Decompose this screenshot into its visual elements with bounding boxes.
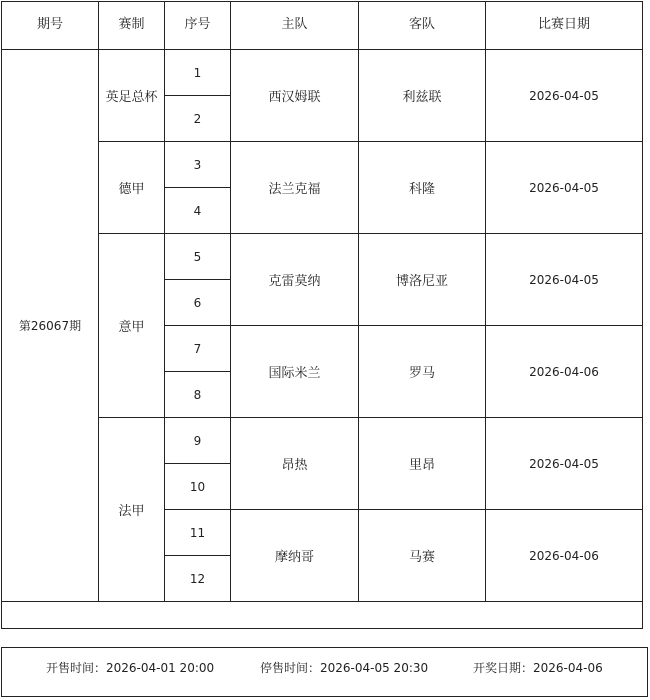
home-team-cell: 法兰克福 xyxy=(231,142,359,234)
league-cell: 德甲 xyxy=(99,142,165,234)
match-schedule-table xyxy=(1,1,643,629)
match-date-cell: 2026-04-05 xyxy=(486,418,643,510)
away-team-cell: 博洛尼亚 xyxy=(359,234,486,326)
header-home: 主队 xyxy=(231,2,359,50)
header-league: 赛制 xyxy=(99,2,165,50)
sale-info-footer xyxy=(1,647,648,697)
table-row xyxy=(2,418,643,464)
seq-cell: 3 xyxy=(165,142,231,188)
sale-stop-time: 停售时间：2026-04-05 20:30 xyxy=(260,661,429,675)
match-date-cell: 2026-04-05 xyxy=(486,50,643,142)
away-team-cell: 马赛 xyxy=(359,510,486,602)
period-cell: 第26067期 xyxy=(2,50,99,602)
match-date-cell: 2026-04-06 xyxy=(486,510,643,602)
header-period: 期号 xyxy=(2,2,99,50)
seq-cell: 1 xyxy=(165,50,231,96)
table-row xyxy=(2,50,643,96)
draw-date: 开奖日期：2026-04-06 xyxy=(473,661,603,675)
away-team-cell: 里昂 xyxy=(359,418,486,510)
away-team-cell: 罗马 xyxy=(359,326,486,418)
league-cell: 法甲 xyxy=(99,418,165,602)
seq-cell: 2 xyxy=(165,96,231,142)
seq-cell: 12 xyxy=(165,556,231,602)
blank-cell xyxy=(2,602,643,629)
home-team-cell: 摩纳哥 xyxy=(231,510,359,602)
header-date: 比赛日期 xyxy=(486,2,643,50)
home-team-cell: 西汉姆联 xyxy=(231,50,359,142)
blank-row xyxy=(2,602,643,629)
match-date-cell: 2026-04-05 xyxy=(486,234,643,326)
home-team-cell: 克雷莫纳 xyxy=(231,234,359,326)
seq-cell: 7 xyxy=(165,326,231,372)
header-seq: 序号 xyxy=(165,2,231,50)
league-cell: 意甲 xyxy=(99,234,165,418)
away-team-cell: 科隆 xyxy=(359,142,486,234)
seq-cell: 4 xyxy=(165,188,231,234)
league-cell: 英足总杯 xyxy=(99,50,165,142)
header-row xyxy=(2,2,643,50)
match-date-cell: 2026-04-06 xyxy=(486,326,643,418)
home-team-cell: 昂热 xyxy=(231,418,359,510)
seq-cell: 8 xyxy=(165,372,231,418)
seq-cell: 6 xyxy=(165,280,231,326)
seq-cell: 10 xyxy=(165,464,231,510)
sale-start-time: 开售时间：2026-04-01 20:00 xyxy=(46,661,215,675)
table-row xyxy=(2,142,643,188)
seq-cell: 5 xyxy=(165,234,231,280)
table-row xyxy=(2,234,643,280)
home-team-cell: 国际米兰 xyxy=(231,326,359,418)
match-date-cell: 2026-04-05 xyxy=(486,142,643,234)
away-team-cell: 利兹联 xyxy=(359,50,486,142)
seq-cell: 11 xyxy=(165,510,231,556)
header-away: 客队 xyxy=(359,2,486,50)
seq-cell: 9 xyxy=(165,418,231,464)
